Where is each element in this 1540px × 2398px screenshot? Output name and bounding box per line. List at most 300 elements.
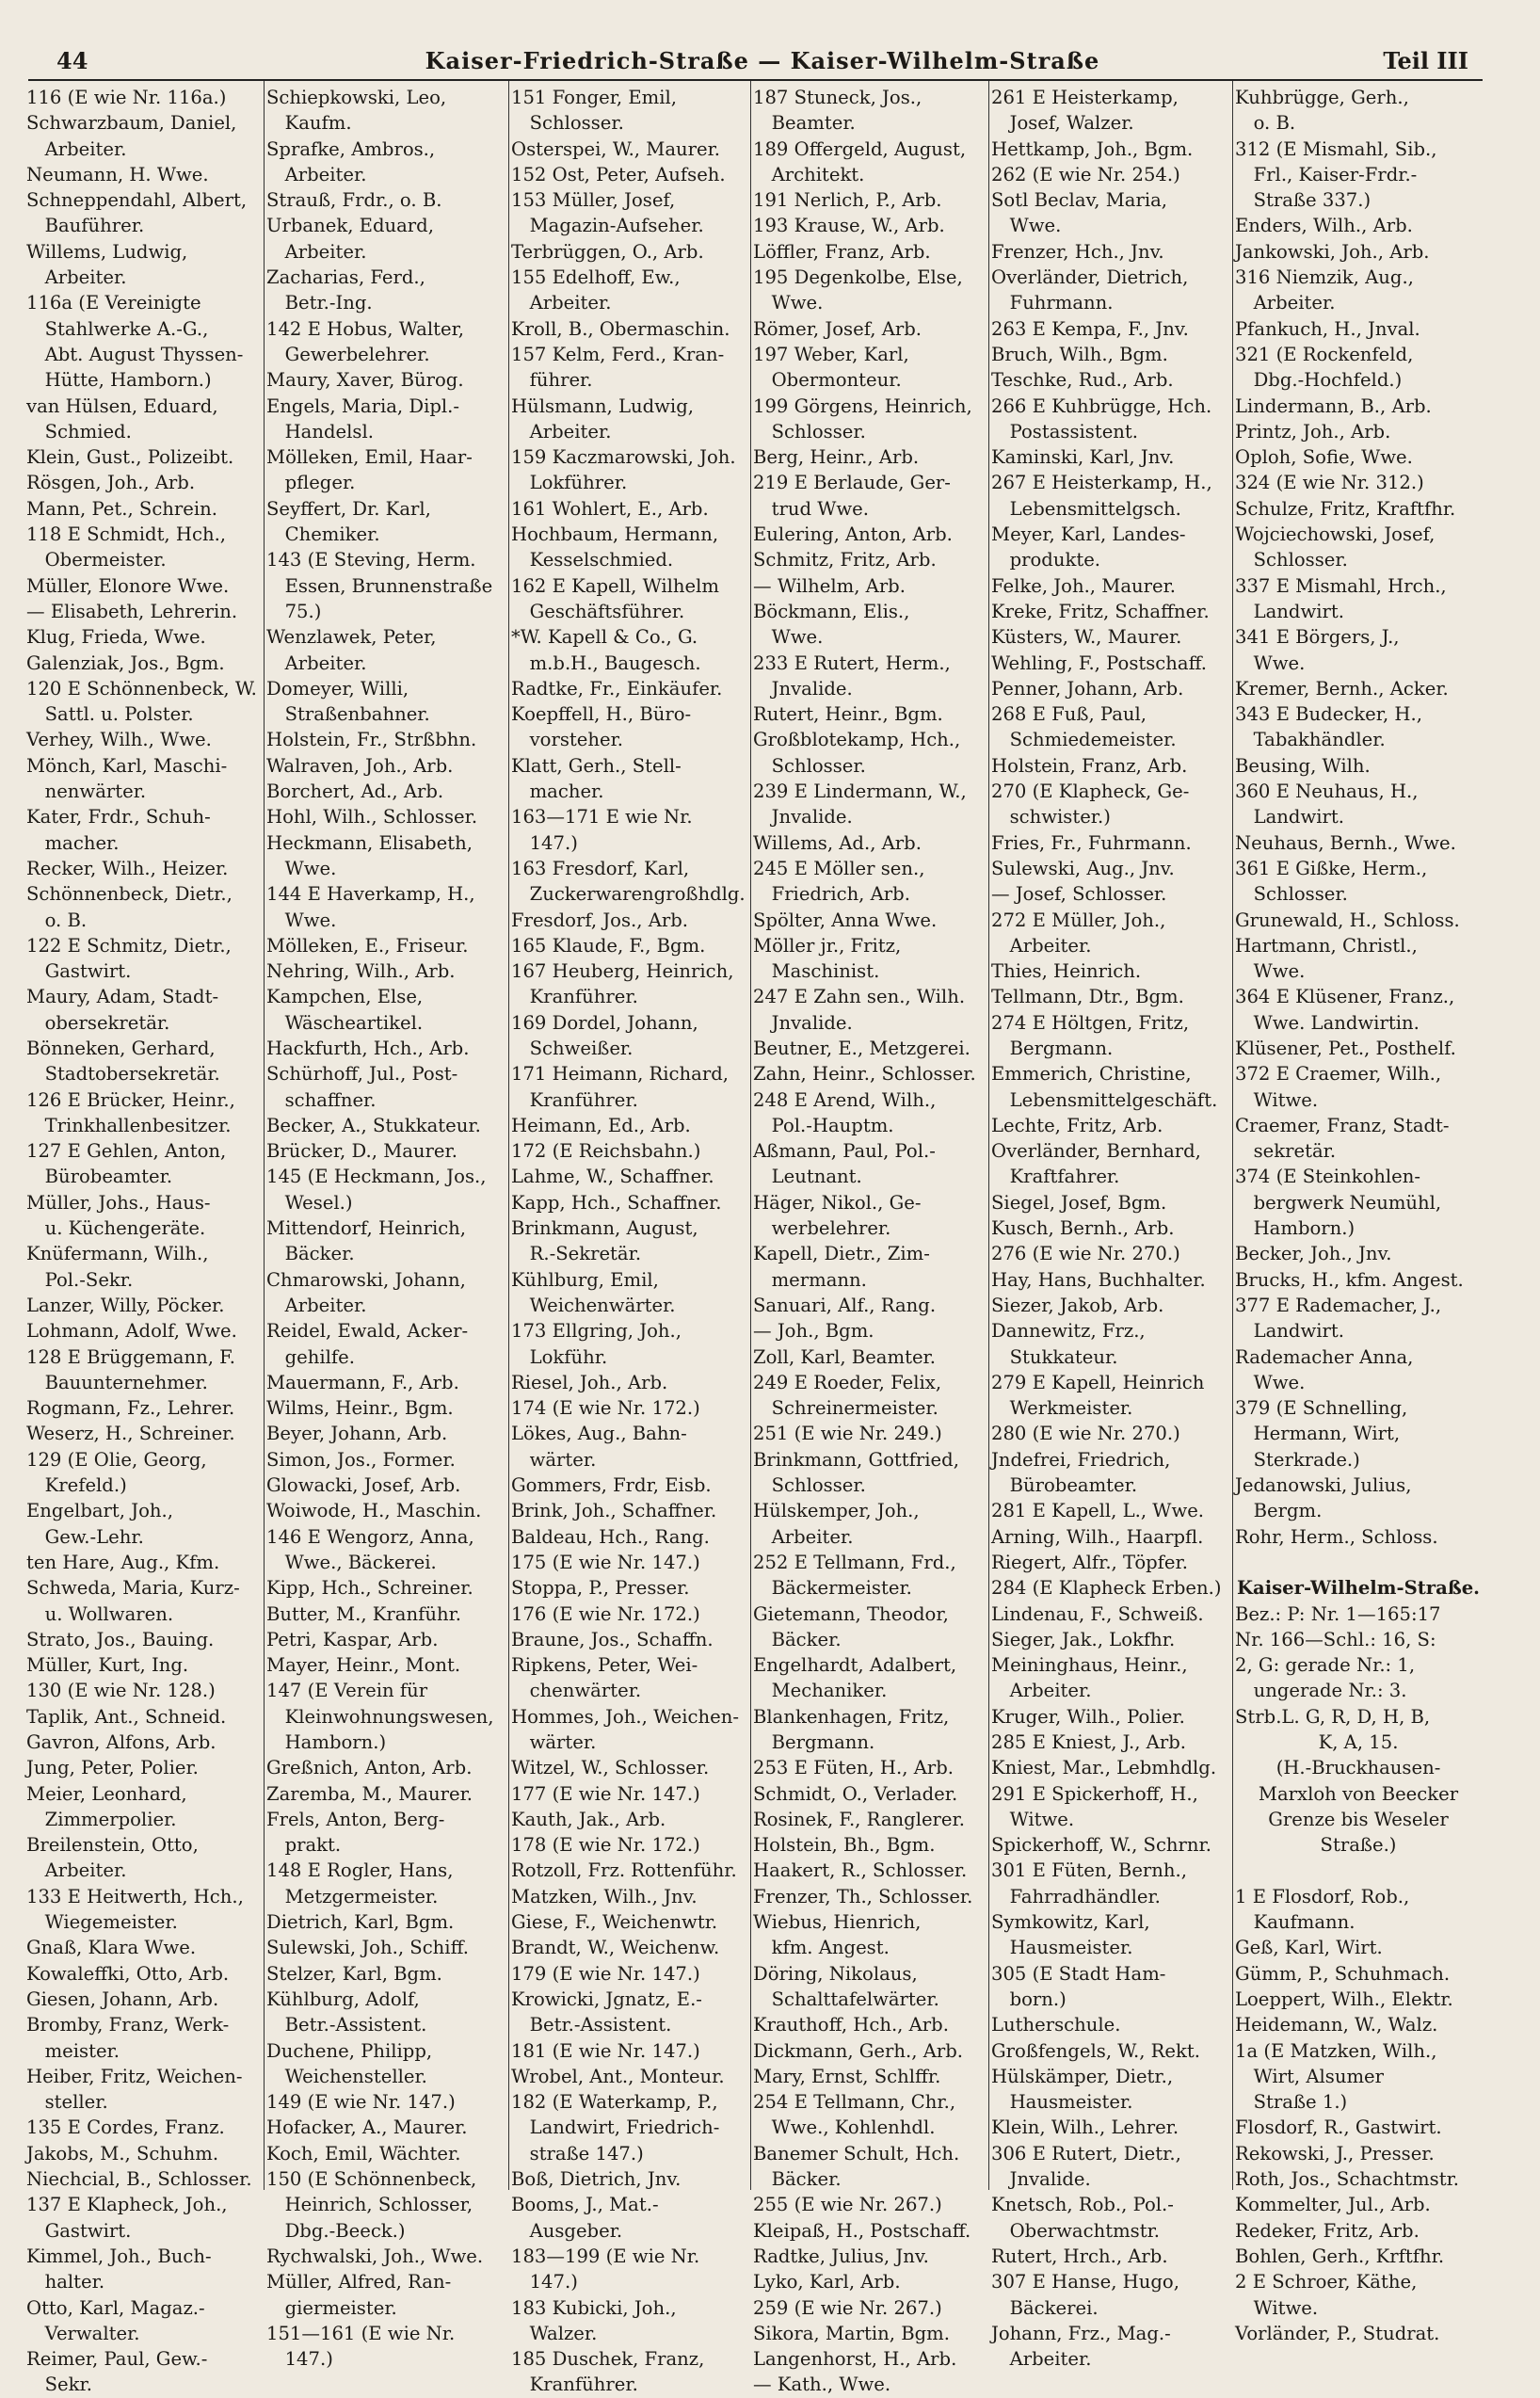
directory-line: Landwirt. <box>1235 806 1344 829</box>
directory-line: Brucks, H., kfm. Angest. <box>1235 1268 1464 1291</box>
directory-line: 280 (E wie Nr. 270.) <box>991 1423 1180 1445</box>
directory-line: Döring, Nikolaus, <box>753 1962 918 1985</box>
directory-line: Berg, Heinr., Arb. <box>753 446 920 469</box>
directory-line: Kroll, B., Obermaschin. <box>511 317 730 340</box>
directory-line: Borchert, Ad., Arb. <box>266 781 444 803</box>
directory-line: 142 E Hobus, Walter, <box>266 317 465 340</box>
directory-line: wärter. <box>511 1731 597 1753</box>
directory-line: 324 (E wie Nr. 312.) <box>1235 472 1424 494</box>
directory-line: Möller jr., Fritz, <box>753 934 902 957</box>
directory-line: Walzer. <box>511 2322 598 2344</box>
directory-line: ten Hare, Aug., Kfm. <box>26 1551 220 1573</box>
directory-line: Kreke, Fritz, Schaffner. <box>991 600 1210 622</box>
directory-line: Rösgen, Joh., Arb. <box>26 472 196 494</box>
directory-line: Brandt, W., Weichenw. <box>511 1937 720 1959</box>
directory-line: Sekr. <box>26 2374 92 2396</box>
directory-line: Jakobs, M., Schuhm. <box>26 2142 219 2165</box>
directory-line: Loeppert, Wilh., Elektr. <box>1235 1988 1453 2010</box>
directory-line: Kommelter, Jul., Arb. <box>1235 2194 1431 2216</box>
directory-line: Werkmeister. <box>991 1397 1133 1420</box>
directory-line: Rosinek, F., Ranglerer. <box>753 1808 965 1830</box>
directory-line: 177 (E wie Nr. 147.) <box>511 1782 700 1805</box>
directory-line: Lebensmittelgeschäft. <box>991 1088 1218 1111</box>
directory-line: Gietemann, Theodor, <box>753 1602 949 1625</box>
directory-line: Betr.-Ing. <box>266 292 373 314</box>
directory-line: Hamborn.) <box>266 1731 387 1753</box>
directory-line: 1a (E Matzken, Wilh., <box>1235 2039 1437 2062</box>
column-divider <box>1232 81 1233 2190</box>
directory-line: Wiebus, Hienrich, <box>753 1911 922 1934</box>
directory-line: Brücker, D., Maurer. <box>266 1140 457 1163</box>
directory-line: Rutert, Hrch., Arb. <box>991 2245 1168 2267</box>
directory-line: Arbeiter. <box>991 1680 1092 1702</box>
directory-line: Frenzer, Th., Schlosser. <box>753 1885 973 1907</box>
directory-line: 276 (E wie Nr. 270.) <box>991 1243 1180 1265</box>
directory-line: Kapp, Hch., Schaffner. <box>511 1191 722 1214</box>
directory-line: Großblotekamp, Hch., <box>753 729 961 751</box>
directory-line: Boß, Dietrich, Jnv. <box>511 2168 682 2191</box>
directory-line: Kaufmann. <box>1235 1911 1356 1934</box>
directory-line: Siegel, Josef, Bgm. <box>991 1191 1167 1214</box>
directory-line: Lindenau, F., Schweiß. <box>991 1602 1204 1625</box>
directory-line: m.b.H., Baugesch. <box>511 652 701 674</box>
column-divider <box>750 81 751 2190</box>
directory-line: Wwe. <box>266 909 337 931</box>
directory-line: Engels, Maria, Dipl.- <box>266 394 459 417</box>
directory-line: Lahme, W., Schaffner. <box>511 1166 714 1188</box>
directory-line: Willems, Ludwig, <box>26 240 188 263</box>
directory-line: Beutner, E., Metzgerei. <box>753 1037 971 1059</box>
directory-line: 377 E Rademacher, J., <box>1235 1294 1442 1316</box>
directory-line: Landwirt. <box>1235 1320 1344 1343</box>
directory-line: Jnvalide. <box>991 2168 1091 2191</box>
directory-line: Heinrich, Schlosser, <box>266 2194 473 2216</box>
directory-line: Rademacher Anna, <box>1235 1345 1414 1368</box>
directory-line: Pfankuch, H., Jnval. <box>1235 317 1420 340</box>
directory-line: Frl., Kaiser-Frdr.- <box>1235 163 1418 185</box>
directory-line: 195 Degenkolbe, Else, <box>753 266 963 289</box>
directory-line: 285 E Kniest, J., Arb. <box>991 1731 1186 1753</box>
directory-line: Schneppendahl, Albert, <box>26 189 248 212</box>
directory-line: Gastwirt. <box>26 2219 132 2242</box>
directory-line: Friedrich, Arb. <box>753 883 910 906</box>
directory-line: Witwe. <box>1235 2296 1319 2319</box>
directory-line: Schmitz, Fritz, Arb. <box>753 549 937 571</box>
directory-line: Rotzoll, Frz. Rottenführ. <box>511 1859 737 1882</box>
directory-line: Neumann, H. Wwe. <box>26 163 209 185</box>
page-number: 44 <box>56 47 88 74</box>
directory-line: Niechcial, B., Schlosser. <box>26 2168 252 2191</box>
directory-line: 122 E Schmitz, Dietr., <box>26 934 232 957</box>
directory-line: Urbanek, Eduard, <box>266 215 434 237</box>
directory-line: Sterkrade.) <box>1235 1448 1360 1471</box>
directory-line: Obermeister. <box>26 549 167 571</box>
directory-line: Mann, Pet., Schrein. <box>26 497 217 520</box>
directory-line: Matzken, Wilh., Jnv. <box>511 1885 698 1907</box>
directory-line: Heckmann, Elisabeth, <box>266 831 473 854</box>
directory-line: Vorländer, P., Studrat. <box>1235 2322 1440 2344</box>
directory-line: Galenziak, Jos., Bgm. <box>26 652 225 674</box>
directory-line: Zimmerpolier. <box>26 1808 177 1830</box>
directory-line: Radtke, Fr., Einkäufer. <box>511 677 723 700</box>
directory-line: Koepffell, H., Büro- <box>511 703 692 726</box>
directory-line: 152 Ost, Peter, Aufseh. <box>511 163 726 185</box>
directory-line: Gommers, Frdr, Eisb. <box>511 1474 712 1497</box>
directory-line: Müller, Alfred, Ran- <box>266 2271 452 2293</box>
directory-line: Strato, Jos., Bauing. <box>26 1628 215 1650</box>
directory-line: 301 E Füten, Bernh., <box>991 1859 1187 1882</box>
directory-line: Kapell, Dietr., Zim- <box>753 1243 930 1265</box>
directory-line: Bohlen, Gerh., Krftfhr. <box>1235 2245 1445 2267</box>
directory-line: Lokführer. <box>511 472 628 494</box>
directory-line: Postassistent. <box>991 420 1139 443</box>
directory-line: Wwe. <box>753 626 824 649</box>
directory-line: Domeyer, Willi, <box>266 677 409 700</box>
directory-line: Obermonteur. <box>753 369 902 392</box>
directory-line: produkte. <box>991 549 1101 571</box>
directory-line: 179 (E wie Nr. 147.) <box>511 1962 700 1985</box>
directory-line: Mary, Ernst, Schlffr. <box>753 2065 941 2087</box>
directory-line: 267 E Heisterkamp, H., <box>991 472 1212 494</box>
directory-line: Haakert, R., Schlosser. <box>753 1859 968 1882</box>
directory-line: Arbeiter. <box>266 163 367 185</box>
directory-line: werbelehrer. <box>753 1217 891 1240</box>
directory-line: bergwerk Neumühl, <box>1235 1191 1442 1214</box>
street-info-line: K, A, 15. <box>1318 1731 1399 1753</box>
directory-line: Mönch, Karl, Maschi- <box>26 754 228 777</box>
directory-line: Engelbart, Joh., <box>26 1500 173 1522</box>
directory-line: 249 E Roeder, Felix, <box>753 1371 942 1393</box>
directory-line: 149 (E wie Nr. 147.) <box>266 2091 456 2114</box>
directory-line: Sieger, Jak., Lokfhr. <box>991 1628 1176 1650</box>
directory-line: Schulze, Fritz, Kraftfhr. <box>1235 497 1456 520</box>
directory-line: Schweißer. <box>511 1037 634 1059</box>
directory-line: 126 E Brücker, Heinr., <box>26 1088 235 1111</box>
directory-line: Riegert, Alfr., Töpfer. <box>991 1551 1188 1573</box>
directory-line: Kranführer. <box>511 986 638 1008</box>
directory-line: Lanzer, Willy, Pöcker. <box>26 1294 225 1316</box>
directory-line: 163—171 E wie Nr. <box>511 806 693 829</box>
directory-line: 151—161 (E wie Nr. <box>266 2322 456 2344</box>
directory-line: u. Küchengeräte. <box>26 1217 206 1240</box>
directory-line: 118 E Schmidt, Hch., <box>26 523 227 546</box>
directory-line: 197 Weber, Karl, <box>753 343 909 365</box>
directory-line: Strauß, Frdr., o. B. <box>266 189 442 212</box>
directory-line: Betr.-Assistent. <box>511 2014 672 2036</box>
directory-line: Dannewitz, Frz., <box>991 1320 1146 1343</box>
directory-line: Wwe. <box>1235 652 1306 674</box>
directory-line: Architekt. <box>753 163 865 185</box>
directory-line: Kampchen, Else, <box>266 986 424 1008</box>
directory-line: Wojciechowski, Josef, <box>1235 523 1436 546</box>
directory-line: 172 (E Reichsbahn.) <box>511 1140 701 1163</box>
directory-line: Greßnich, Anton, Arb. <box>266 1757 473 1779</box>
directory-line: Kleinwohnungswesen, <box>266 1705 494 1728</box>
directory-line: Kranführer. <box>511 1088 638 1111</box>
street-info-line: Straße.) <box>1320 1834 1397 1857</box>
directory-line: Nehring, Wilh., Arb. <box>266 960 456 983</box>
directory-line: 337 E Mismahl, Hrch., <box>1235 574 1447 597</box>
directory-line: Arning, Wilh., Haarpfl. <box>991 1525 1204 1548</box>
directory-line: Beamter. <box>753 112 856 135</box>
directory-line: Schwarzbaum, Daniel, <box>26 112 237 135</box>
directory-line: born.) <box>991 1988 1067 2010</box>
directory-line: 189 Offergeld, August, <box>753 137 967 160</box>
directory-line: Zoll, Karl, Beamter. <box>753 1345 936 1368</box>
directory-line: sekretär. <box>1235 1140 1337 1163</box>
header-rule <box>28 79 1483 81</box>
directory-line: *W. Kapell & Co., G. <box>511 626 698 649</box>
directory-line: Engelhardt, Adalbert, <box>753 1654 957 1677</box>
directory-line: Jnvalide. <box>753 677 853 700</box>
directory-line: Handelsl. <box>266 420 374 443</box>
directory-line: 147.) <box>266 2348 333 2371</box>
directory-line: Baldeau, Hch., Rang. <box>511 1525 710 1548</box>
directory-line: Dietrich, Karl, Bgm. <box>266 1911 455 1934</box>
directory-line: Magazin-Aufseher. <box>511 215 704 237</box>
directory-line: 120 E Schönnenbeck, W. <box>26 677 257 700</box>
directory-line: Verwalter. <box>26 2322 140 2344</box>
directory-line: u. Wollwaren. <box>26 1602 174 1625</box>
directory-line: 185 Duschek, Franz, <box>511 2348 705 2371</box>
directory-line: Willems, Ad., Arb. <box>753 831 922 854</box>
directory-line: Großfengels, W., Rekt. <box>991 2039 1201 2062</box>
directory-line: Arbeiter. <box>26 1859 127 1882</box>
directory-line: gehilfe. <box>266 1345 355 1368</box>
directory-line: Lindermann, B., Arb. <box>1235 394 1432 417</box>
directory-line: 254 E Tellmann, Chr., <box>753 2091 956 2114</box>
directory-line: Stadtobersekretär. <box>26 1063 220 1086</box>
directory-line: Kowaleffki, Otto, Arb. <box>26 1962 230 1985</box>
directory-line: Butter, M., Kranführ. <box>266 1602 462 1625</box>
street-info-line: Marxloh von Beecker <box>1258 1782 1459 1805</box>
directory-line: 178 (E wie Nr. 172.) <box>511 1834 700 1857</box>
directory-line: 137 E Klapheck, Joh., <box>26 2194 228 2216</box>
directory-line: 306 E Rutert, Dietr., <box>991 2142 1181 2165</box>
directory-line: — Elisabeth, Lehrerin. <box>26 600 238 622</box>
directory-line: Gavron, Alfons, Arb. <box>26 1731 217 1753</box>
directory-line: 183—199 (E wie Nr. <box>511 2245 700 2267</box>
directory-line: Ripkens, Peter, Wei- <box>511 1654 698 1677</box>
directory-line: Klatt, Gerh., Stell- <box>511 754 682 777</box>
directory-line: Heiber, Fritz, Weichen- <box>26 2065 243 2087</box>
directory-line: — Kath., Wwe. <box>753 2374 891 2396</box>
directory-line: Sprafke, Ambros., <box>266 137 436 160</box>
directory-line: Maury, Xaver, Bürog. <box>266 369 464 392</box>
directory-line: Leutnant. <box>753 1166 862 1188</box>
directory-line: 165 Klaude, F., Bgm. <box>511 934 706 957</box>
directory-line: 239 E Lindermann, W., <box>753 781 967 803</box>
directory-line: 341 E Börgers, J., <box>1235 626 1400 649</box>
page-title: Kaiser-Friedrich-Straße — Kaiser-Wilhelm-Straße <box>425 47 1100 74</box>
directory-line: Craemer, Franz, Stadt- <box>1235 1114 1450 1136</box>
directory-line: 272 E Müller, Joh., <box>991 909 1166 931</box>
directory-line: Arbeiter. <box>511 420 612 443</box>
directory-line: Wesel.) <box>266 1191 353 1214</box>
directory-line: 148 E Rogler, Hans, <box>266 1859 454 1882</box>
directory-line: 1 E Flosdorf, Rob., <box>1235 1885 1410 1907</box>
directory-line: Bäcker. <box>266 1243 355 1265</box>
directory-line: Sulewski, Aug., Jnv. <box>991 857 1175 879</box>
directory-line: Knüfermann, Wilh., <box>26 1243 209 1265</box>
directory-line: Meier, Leonhard, <box>26 1782 187 1805</box>
directory-line: Straßenbahner. <box>266 703 430 726</box>
directory-line: Landwirt. <box>1235 600 1344 622</box>
directory-line: Wehling, F., Postschaff. <box>991 652 1208 674</box>
directory-line: Maury, Adam, Stadt- <box>26 986 219 1008</box>
directory-line: 147.) <box>511 831 578 854</box>
directory-line: Schlosser. <box>753 420 866 443</box>
directory-line: Klüsener, Pet., Posthelf. <box>1235 1037 1456 1059</box>
directory-line: Geß, Karl, Wirt. <box>1235 1937 1383 1959</box>
directory-line: van Hülsen, Eduard, <box>26 394 218 417</box>
directory-line: Müller, Kurt, Ing. <box>26 1654 189 1677</box>
directory-line: Gastwirt. <box>26 960 132 983</box>
directory-line: 147.) <box>511 2271 578 2293</box>
directory-line: Kauth, Jak., Arb. <box>511 1808 666 1830</box>
directory-line: Rekowski, J., Presser. <box>1235 2142 1435 2165</box>
directory-line: Arbeiter. <box>753 1525 854 1548</box>
directory-line: Stelzer, Karl, Bgm. <box>266 1962 442 1985</box>
directory-line: Hausmeister. <box>991 1937 1133 1959</box>
directory-line: Brink, Joh., Schaffner. <box>511 1500 717 1522</box>
directory-line: o. B. <box>26 909 88 931</box>
directory-line: Straße 1.) <box>1235 2091 1348 2114</box>
directory-line: Klein, Gust., Polizeibt. <box>26 446 234 469</box>
directory-line: Josef, Walzer. <box>991 112 1134 135</box>
directory-line: Arbeiter. <box>991 2348 1092 2371</box>
directory-line: 266 E Kuhbrügge, Hch. <box>991 394 1212 417</box>
directory-line: Fries, Fr., Fuhrmann. <box>991 831 1192 854</box>
directory-line: Felke, Joh., Maurer. <box>991 574 1177 597</box>
directory-line: 116 (E wie Nr. 116a.) <box>26 87 227 108</box>
directory-line: 253 E Füten, H., Arb. <box>753 1757 954 1779</box>
directory-line: Holstein, Franz, Arb. <box>991 754 1188 777</box>
directory-line: Jnvalide. <box>753 806 853 829</box>
directory-line: Knetsch, Rob., Pol.- <box>991 2194 1174 2216</box>
directory-line: Terbrüggen, O., Arb. <box>511 240 704 263</box>
directory-line: Gew.-Lehr. <box>26 1525 144 1548</box>
directory-line: Gnaß, Klara Wwe. <box>26 1937 197 1959</box>
directory-line: Kremer, Bernh., Acker. <box>1235 677 1449 700</box>
column-6 <box>1235 85 1482 2344</box>
directory-line: 255 (E wie Nr. 267.) <box>753 2194 942 2216</box>
directory-line: Kipp, Hch., Schreiner. <box>266 1577 473 1600</box>
directory-line: 262 (E wie Nr. 254.) <box>991 163 1180 185</box>
directory-line: Krefeld.) <box>26 1474 127 1497</box>
directory-line: Hütte, Hamborn.) <box>26 369 212 392</box>
directory-line: Beyer, Johann, Arb. <box>266 1423 448 1445</box>
directory-line: — Josef, Schlosser. <box>991 883 1167 906</box>
column-divider <box>508 81 509 2190</box>
directory-line: Metzgermeister. <box>266 1885 439 1907</box>
directory-line: Hommes, Joh., Weichen- <box>511 1705 739 1728</box>
directory-line: Printz, Joh., Arb. <box>1235 420 1391 443</box>
directory-line: Thies, Heinrich. <box>991 960 1142 983</box>
directory-line: Teschke, Rud., Arb. <box>991 369 1174 392</box>
directory-line: Arbeiter. <box>511 292 612 314</box>
directory-line: pfleger. <box>266 472 356 494</box>
directory-line: 182 (E Waterkamp, P., <box>511 2091 718 2114</box>
part-label: Teil III <box>1383 47 1468 74</box>
directory-line: Wwe., Bäckerei. <box>266 1551 437 1573</box>
directory-line: Booms, J., Mat.- <box>511 2194 659 2216</box>
directory-line: Emmerich, Christine, <box>991 1063 1192 1086</box>
directory-line: Bürobeamter. <box>991 1474 1138 1497</box>
directory-line: R.-Sekretär. <box>511 1243 642 1265</box>
directory-line: 130 (E wie Nr. 128.) <box>26 1680 216 1702</box>
column-5 <box>991 85 1230 2371</box>
directory-line: Bergm. <box>1235 1500 1323 1522</box>
directory-line: Kleipaß, H., Postschaff. <box>753 2219 971 2242</box>
directory-line: Chmarowski, Johann, <box>266 1268 466 1291</box>
directory-line: Wwe. <box>266 857 337 879</box>
directory-line: Wwe. <box>991 215 1062 237</box>
directory-line: Blankenhagen, Fritz, <box>753 1705 950 1728</box>
directory-line: 316 Niemzik, Aug., <box>1235 266 1414 289</box>
page-header <box>56 47 1468 79</box>
directory-line: 135 E Cordes, Franz. <box>26 2116 225 2139</box>
directory-line: Wilms, Heinr., Bgm. <box>266 1397 454 1420</box>
directory-line: 151 Fonger, Emil, <box>511 87 678 108</box>
directory-line: Eulering, Anton, Arb. <box>753 523 953 546</box>
directory-line: führer. <box>511 369 593 392</box>
directory-line: 379 (E Schnelling, <box>1235 1397 1408 1420</box>
directory-line: Schönnenbeck, Dietr., <box>26 883 233 906</box>
directory-line: Mayer, Heinr., Mont. <box>266 1654 461 1677</box>
directory-line: Osterspei, W., Maurer. <box>511 137 721 160</box>
directory-line: Kesselschmied. <box>511 549 674 571</box>
directory-line: Kühlburg, Emil, <box>511 1268 659 1291</box>
directory-line: Giesen, Johann, Arb. <box>26 1988 219 2010</box>
directory-line: Bönneken, Gerhard, <box>26 1037 216 1059</box>
directory-line: Römer, Josef, Arb. <box>753 317 922 340</box>
directory-line: 193 Krause, W., Arb. <box>753 215 945 237</box>
directory-line: 248 E Arend, Wilh., <box>753 1088 937 1111</box>
directory-line: schwister.) <box>991 806 1111 829</box>
directory-line: Hamborn.) <box>1235 1217 1356 1240</box>
directory-line: obersekretär. <box>26 1011 170 1034</box>
column-1 <box>26 85 262 2396</box>
directory-line: Kraftfahrer. <box>991 1166 1120 1188</box>
directory-line: Böckmann, Elis., <box>753 600 910 622</box>
directory-line: Witwe. <box>1235 1088 1319 1111</box>
directory-line: Maschinist. <box>753 960 880 983</box>
directory-line: Schlosser. <box>753 754 866 777</box>
directory-line: 284 (E Klapheck Erben.) <box>991 1577 1222 1600</box>
directory-line: Straße 337.) <box>1235 189 1372 212</box>
directory-line: Hochbaum, Hermann, <box>511 523 719 546</box>
directory-line: meister. <box>26 2039 120 2062</box>
directory-line: Riesel, Joh., Arb. <box>511 1371 668 1393</box>
directory-line: Sulewski, Joh., Schiff. <box>266 1937 470 1959</box>
directory-line: Sotl Beclav, Maria, <box>991 189 1167 212</box>
directory-line: Fuhrmann. <box>991 292 1114 314</box>
directory-line: Hermann, Wirt, <box>1235 1423 1401 1445</box>
directory-line: Spickerhoff, W., Schrnr. <box>991 1834 1211 1857</box>
directory-line: Löffler, Franz, Arb. <box>753 240 931 263</box>
directory-line: prakt. <box>266 1834 342 1857</box>
directory-line: Walraven, Joh., Arb. <box>266 754 454 777</box>
directory-line: Wwe. <box>1235 1371 1306 1393</box>
directory-line: wärter. <box>511 1448 597 1471</box>
street-info-line: (H.-Bruckhausen- <box>1275 1757 1441 1779</box>
directory-line: Heidemann, W., Walz. <box>1235 2014 1438 2036</box>
directory-line: Lebensmittelgsch. <box>991 497 1181 520</box>
directory-line: Geschäftsführer. <box>511 600 685 622</box>
directory-line: Pol.-Sekr. <box>26 1268 134 1291</box>
directory-line: Hackfurth, Hch., Arb. <box>266 1037 470 1059</box>
